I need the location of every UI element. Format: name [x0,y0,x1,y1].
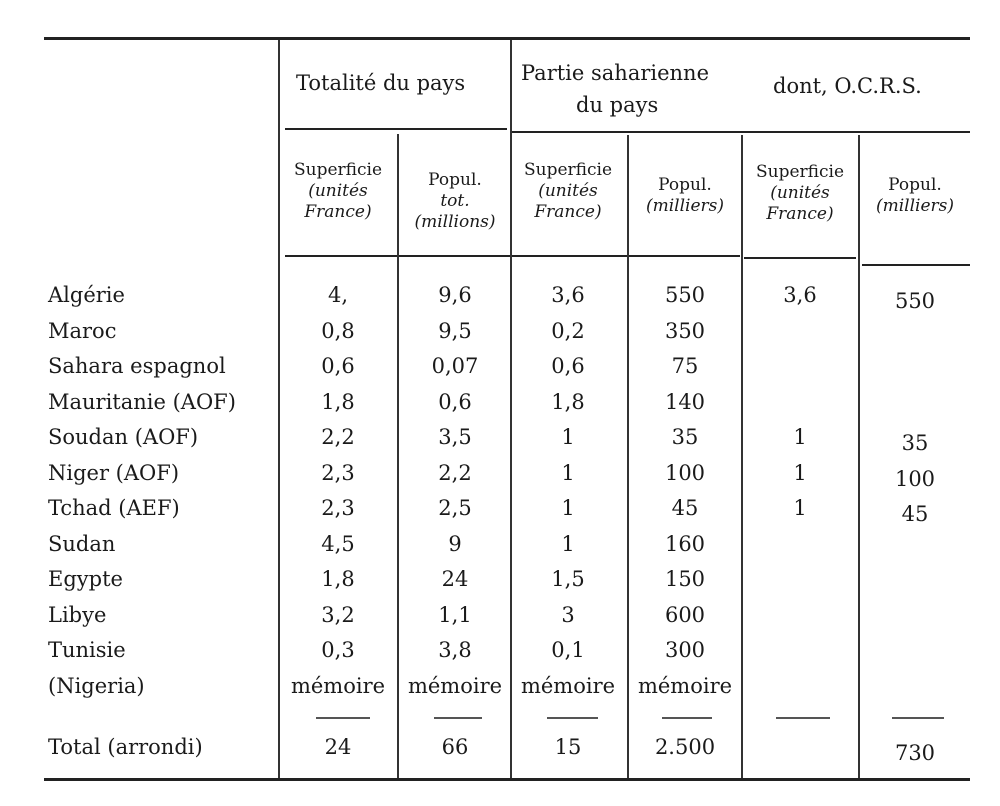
table-cell: 0,2 [551,319,585,343]
row-label: Tunisie [48,638,126,662]
subtotal-dash [776,717,830,719]
group-header-totalite: Totalité du pays [296,71,466,95]
group-header-saharienne-line1: Partie saharienne [521,61,710,85]
column-subheader [859,175,971,217]
table-cell: 2,2 [321,425,355,449]
subheader-line: (unités [770,183,830,203]
table-cell: 0,6 [321,354,355,378]
table-cell: 1 [793,496,807,520]
row-label: (Nigeria) [48,674,145,698]
column-subheader [744,162,856,225]
row-label: Soudan (AOF) [48,425,199,449]
table-cell: 3,5 [438,425,472,449]
subheader-line: (milliers) [875,196,955,216]
total-cell: 730 [894,741,936,765]
table-cell: 3,6 [783,283,817,307]
row-label: Tchad (AEF) [48,496,180,520]
subheader-line: Superficie [755,162,845,182]
row-label: Maroc [48,319,117,343]
table-cell: 3,8 [438,638,472,662]
subheader-line: Superficie [523,160,613,180]
table-cell: 1 [561,461,575,485]
table-cell: 1 [561,425,575,449]
column-subheader [282,160,394,223]
table-cell: 150 [664,567,706,591]
total-cell: 2.500 [654,735,716,759]
subtotal-dash [547,717,598,719]
top-rule [44,37,970,40]
subheader-line: France) [304,202,372,222]
table-cell: 300 [664,638,706,662]
table-cell: 9 [448,532,462,556]
column-divider [278,40,280,778]
group-header-rule-right [512,131,970,133]
subheader-rule-b [744,257,856,259]
group-header-rule-left [285,128,507,130]
row-label: Egypte [48,567,123,591]
table-cell: 0,1 [551,638,585,662]
table-cell: 1 [561,532,575,556]
subheader-line: tot. [440,191,470,211]
row-label: Sudan [48,532,116,556]
table-cell: 24 [441,567,469,591]
total-cell: 15 [554,735,582,759]
table-cell: 4, [327,283,349,307]
table-cell: 1,8 [321,567,355,591]
table-cell: 1,8 [321,390,355,414]
subheader-line: Popul. [658,175,712,195]
subheader-line: Superficie [293,160,383,180]
subtotal-dash [434,717,482,719]
table-cell: 0,8 [321,319,355,343]
subheader-line: Popul. [428,170,482,190]
row-label: Libye [48,603,107,627]
table-cell: 2,5 [438,496,472,520]
subheader-line: (unités [308,181,368,201]
table-cell: 3,2 [321,603,355,627]
table-cell: 1,8 [551,390,585,414]
subheader-line: Popul. [888,175,942,195]
table-cell: 1,5 [551,567,585,591]
table-cell: 0,6 [438,390,472,414]
table-cell: 35 [671,425,699,449]
column-subheader [399,170,511,233]
table-cell: 550 [664,283,706,307]
row-label: Niger (AOF) [48,461,180,485]
total-cell: 24 [324,735,352,759]
table-cell: 140 [664,390,706,414]
table-cell: 45 [901,502,929,526]
table-cell: 9,6 [438,283,472,307]
subheader-line: (milliers) [645,196,725,216]
subheader-line: France) [766,204,834,224]
column-divider [741,135,743,778]
table-cell: 0,3 [321,638,355,662]
subheader-line: (millions) [414,212,496,232]
table-cell: 1,1 [438,603,472,627]
subheader-line: France) [534,202,602,222]
subheader-rule-c [862,264,970,266]
group-header-ocrs: dont, O.C.R.S. [773,74,922,98]
total-cell: 66 [441,735,469,759]
table-cell: 2,3 [321,461,355,485]
table-cell: mémoire [520,674,616,698]
row-label: Algérie [48,283,125,307]
table-cell: 3,6 [551,283,585,307]
table-cell: 2,3 [321,496,355,520]
table-cell: mémoire [407,674,503,698]
table-cell: 1 [561,496,575,520]
table-cell: 45 [671,496,699,520]
table-cell: 1 [793,425,807,449]
subtotal-dash [316,717,370,719]
table-cell: 4,5 [321,532,355,556]
table-cell: mémoire [290,674,386,698]
row-label: Sahara espagnol [48,354,226,378]
table-cell: 100 [894,467,936,491]
table-cell: 550 [894,289,936,313]
table-cell: 0,07 [431,354,479,378]
subheader-line: (unités [538,181,598,201]
subtotal-dash [892,717,944,719]
table-cell: 600 [664,603,706,627]
table-cell: 1 [793,461,807,485]
table-cell: 350 [664,319,706,343]
table-cell: 3 [561,603,575,627]
table-cell: 0,6 [551,354,585,378]
group-header-saharienne-line2: du pays [576,93,659,117]
table-cell: 35 [901,431,929,455]
table-cell: 9,5 [438,319,472,343]
column-divider [858,135,860,778]
total-row-label: Total (arrondi) [48,735,203,759]
table-cell: 100 [664,461,706,485]
column-subheader [512,160,624,223]
table-cell: mémoire [637,674,733,698]
column-subheader [629,175,741,217]
subtotal-dash [662,717,712,719]
subheader-rule-a [285,255,740,257]
bottom-rule [44,778,970,781]
row-label: Mauritanie (AOF) [48,390,236,414]
table-cell: 2,2 [438,461,472,485]
table-cell: 75 [671,354,699,378]
table-cell: 160 [664,532,706,556]
